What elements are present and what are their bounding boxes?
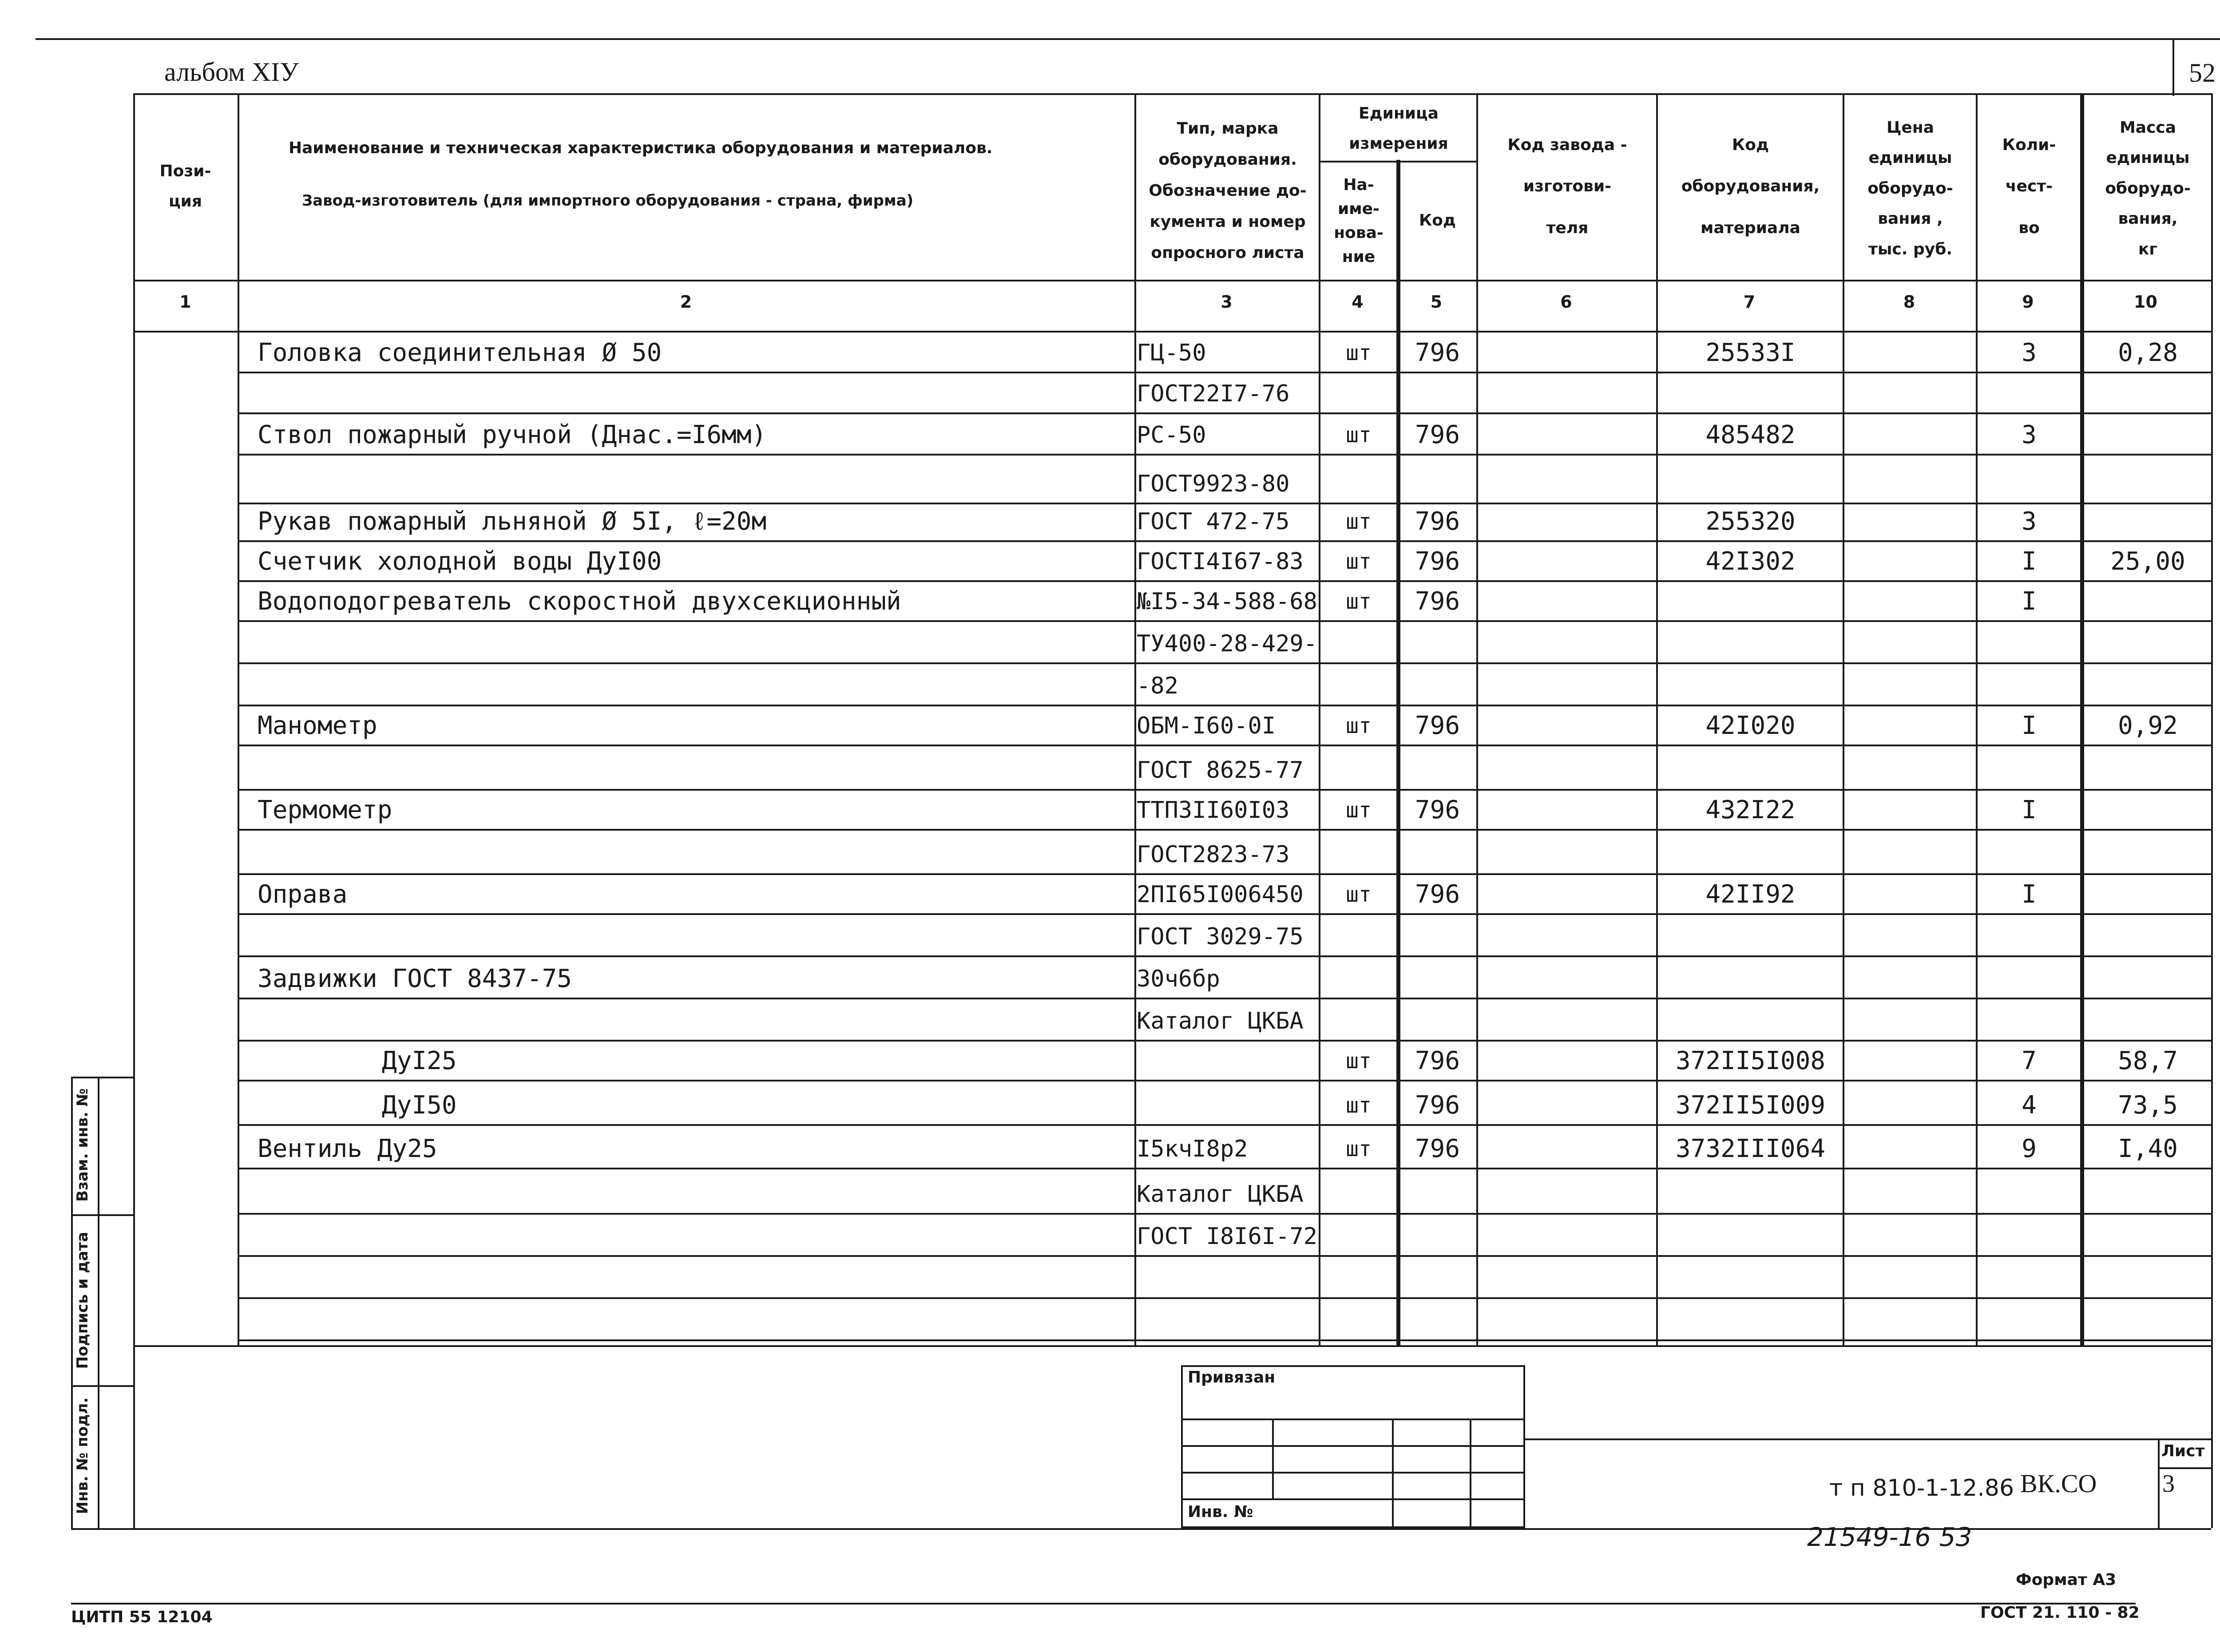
row-mass <box>2085 626 2211 662</box>
handwritten-archive-number: 21549-16 53 <box>1807 1522 1972 1552</box>
row-name: Водоподогреватель скоростной двухсекционный <box>258 587 901 616</box>
row-qty <box>1978 668 2080 704</box>
col-divider-3 <box>1319 93 1320 1345</box>
row-unit <box>1321 837 1396 872</box>
row-divider <box>238 412 2211 414</box>
row-name <box>258 1003 1128 1039</box>
column-numbers-bottom-line <box>133 331 2211 333</box>
row-qty <box>1978 919 2080 955</box>
column-number-3: 3 <box>1221 292 1233 312</box>
row-code <box>1658 1303 1843 1339</box>
column-number-9: 9 <box>2022 292 2034 312</box>
row-qty: 4 <box>2022 1091 2037 1120</box>
row-mass <box>2085 961 2211 997</box>
row-type: ГОСТI4I67-83 <box>1137 548 1304 575</box>
header-unit-code: Код <box>1419 211 1456 230</box>
row-unit-code: 796 <box>1415 587 1460 616</box>
row-unit-code: 796 <box>1415 880 1460 909</box>
row-code <box>1658 961 1843 997</box>
row-name: Вентиль Ду25 <box>258 1134 437 1163</box>
row-mass <box>2085 1003 2211 1039</box>
gost-label: ГОСТ 21. 110 - 82 <box>1980 1604 2140 1622</box>
row-name: Манометр <box>258 711 377 740</box>
row-name <box>258 1177 1128 1212</box>
row-qty <box>1978 466 2080 502</box>
row-unit: шт <box>1346 423 1372 448</box>
col-divider-2 <box>1134 93 1136 1345</box>
row-unit <box>1321 1303 1396 1339</box>
row-divider <box>238 1124 2211 1126</box>
printer-label: ЦИТП 55 12104 <box>71 1608 213 1626</box>
row-code <box>1658 668 1843 704</box>
inv-no-label: Инв. № <box>1188 1503 1253 1521</box>
row-type <box>1137 1303 1319 1339</box>
row-name <box>258 626 1128 662</box>
row-type: 30ч6бр <box>1137 966 1220 992</box>
privyazan-line-3 <box>1181 1472 1525 1474</box>
column-number-4: 4 <box>1352 292 1364 312</box>
table-right-border <box>2211 93 2213 1528</box>
row-mass: 0,92 <box>2118 711 2178 740</box>
row-qty: 3 <box>2022 420 2037 449</box>
row-code <box>1658 753 1843 788</box>
row-name <box>258 1303 1128 1339</box>
row-name: Оправа <box>258 880 348 909</box>
header-bottom-line <box>133 280 2211 281</box>
row-code <box>1658 837 1843 872</box>
header-quantity: Коли- чест- во <box>2002 135 2056 237</box>
row-qty <box>1978 1003 2080 1039</box>
header-factory-code: Код завода - изготови- теля <box>1507 135 1627 237</box>
row-code: 485482 <box>1705 420 1796 449</box>
row-type: ГОСТ 3029-75 <box>1137 923 1304 950</box>
header-price: Цена единицы оборудо- вания , тыс. руб. <box>1867 119 1953 258</box>
row-code: 42I302 <box>1705 547 1796 576</box>
row-type: ГОСТ2823-73 <box>1137 841 1290 868</box>
row-unit-code <box>1399 961 1476 997</box>
row-mass: 58,7 <box>2118 1046 2178 1075</box>
row-type: ГОСТ9923-80 <box>1137 471 1290 497</box>
row-mass <box>2085 919 2211 955</box>
row-code <box>1658 919 1843 955</box>
row-name: Термометр <box>258 796 392 824</box>
unit-group-divider <box>1319 161 1476 162</box>
page-number: 52 <box>2189 58 2216 87</box>
row-name <box>258 919 1128 955</box>
column-number-2: 2 <box>680 292 692 312</box>
table-top-border <box>133 93 2211 95</box>
col-divider-8 <box>1976 93 1978 1345</box>
privyazan-label: Привязан <box>1188 1368 1276 1387</box>
side-stamp-inv-podl: Инв. № подл. <box>74 1397 91 1514</box>
row-unit-code: 796 <box>1415 338 1460 367</box>
row-mass: 0,28 <box>2118 338 2178 367</box>
row-unit <box>1321 668 1396 704</box>
side-stamp-inner-border <box>98 1077 99 1528</box>
row-code <box>1658 584 1843 619</box>
row-name: Счетчик холодной воды ДуI00 <box>258 547 662 576</box>
row-type: ТТПЗII60I03 <box>1137 797 1290 824</box>
row-divider <box>238 873 2211 875</box>
row-mass <box>2085 1177 2211 1212</box>
row-unit <box>1321 376 1396 412</box>
row-unit-code <box>1399 753 1476 788</box>
column-number-5: 5 <box>1430 292 1443 312</box>
row-qty <box>1978 1219 2080 1254</box>
row-mass <box>2085 1219 2211 1254</box>
row-divider <box>238 998 2211 999</box>
list-label: Лист <box>2161 1442 2205 1460</box>
list-cell-border <box>2158 1438 2160 1528</box>
row-type: ТУ400-28-429- <box>1137 630 1317 657</box>
row-divider <box>238 580 2211 582</box>
row-type: I5кчI8р2 <box>1137 1136 1248 1162</box>
row-unit <box>1321 753 1396 788</box>
row-qty <box>1978 837 2080 872</box>
column-number-6: 6 <box>1560 292 1572 312</box>
row-unit <box>1321 1261 1396 1296</box>
row-divider <box>238 1080 2211 1082</box>
row-unit-code <box>1399 466 1476 502</box>
side-stamp-vzam: Взам. инв. № <box>74 1088 91 1202</box>
row-mass <box>2085 376 2211 412</box>
row-mass <box>2085 466 2211 502</box>
row-type: 2ПI65I006450 <box>1137 881 1304 908</box>
row-qty: 9 <box>2022 1134 2037 1163</box>
row-code: 255320 <box>1705 507 1796 536</box>
row-divider <box>238 454 2211 456</box>
row-unit-code: 796 <box>1415 547 1460 576</box>
row-qty <box>1978 626 2080 662</box>
row-qty: 7 <box>2022 1046 2037 1075</box>
row-unit: шт <box>1346 341 1372 365</box>
row-type: Каталог ЦКБА <box>1137 1181 1304 1208</box>
header-equipment-code: Код оборудования, материала <box>1681 135 1820 237</box>
row-qty: I <box>2022 587 2037 616</box>
row-unit-code: 796 <box>1415 507 1460 536</box>
row-type: ГОСТ22I7-76 <box>1137 380 1290 407</box>
row-unit-code: 796 <box>1415 711 1460 740</box>
row-code: 372II5I008 <box>1675 1046 1826 1075</box>
row-qty: 3 <box>2022 507 2037 536</box>
row-unit-code <box>1399 1303 1476 1339</box>
row-unit: шт <box>1346 1049 1372 1074</box>
row-qty: 3 <box>2022 338 2037 367</box>
title-block-line <box>1525 1438 2211 1440</box>
row-qty <box>1978 1303 2080 1339</box>
row-divider <box>238 1040 2211 1042</box>
row-qty: I <box>2022 711 2037 740</box>
row-name <box>258 1261 1128 1296</box>
row-unit-code <box>1399 837 1476 872</box>
row-code <box>1658 1219 1843 1254</box>
row-unit-code <box>1399 1219 1476 1254</box>
privyazan-line-2 <box>1181 1445 1525 1447</box>
document-mark: ВК.СО <box>2020 1469 2097 1498</box>
column-number-10: 10 <box>2134 292 2157 312</box>
row-type: ГОСТ I8I6I-72 <box>1137 1223 1317 1250</box>
row-divider <box>238 1255 2211 1257</box>
row-mass <box>2085 1303 2211 1339</box>
row-divider <box>238 1168 2211 1169</box>
row-unit: шт <box>1346 1093 1372 1118</box>
header-name-line1: Наименование и техническая характеристика оборудования и материалов. <box>289 139 993 157</box>
row-mass: I,40 <box>2118 1134 2178 1163</box>
row-unit-code: 796 <box>1415 796 1460 824</box>
row-mass <box>2085 753 2211 788</box>
row-divider <box>238 705 2211 706</box>
header-unit-group: Единица измерения <box>1349 104 1448 153</box>
page-number-border <box>2172 38 2174 96</box>
row-unit <box>1321 1219 1396 1254</box>
row-code: 432I22 <box>1705 796 1796 824</box>
row-type: -82 <box>1137 673 1178 699</box>
col-divider-6 <box>1656 93 1658 1345</box>
column-number-7: 7 <box>1743 292 1756 312</box>
row-name: Ствол пожарный ручной (Днас.=I6мм) <box>258 420 767 449</box>
row-qty: I <box>2022 796 2037 824</box>
row-divider <box>238 913 2211 915</box>
document-code: т п 810-1-12.86 <box>1829 1475 2014 1501</box>
row-divider <box>238 540 2211 542</box>
row-code <box>1658 1177 1843 1212</box>
row-type: ГОСТ 472-75 <box>1137 508 1290 535</box>
row-code: 25533I <box>1705 338 1796 367</box>
row-code: 372II5I009 <box>1675 1091 1826 1120</box>
row-divider <box>238 662 2211 664</box>
row-unit <box>1321 1177 1396 1212</box>
row-divider <box>238 829 2211 831</box>
row-name <box>258 668 1128 704</box>
col-divider-9 <box>2080 93 2084 1345</box>
row-unit <box>1321 466 1396 502</box>
row-unit <box>1321 1003 1396 1039</box>
row-unit: шт <box>1346 798 1372 823</box>
header-unit-name: На- име- нова- ние <box>1334 175 1384 266</box>
row-mass <box>2085 504 2211 539</box>
row-qty: I <box>2022 547 2037 576</box>
list-cell-divider <box>2158 1467 2211 1469</box>
row-divider <box>238 1213 2211 1215</box>
col-divider-1 <box>238 93 239 1345</box>
row-divider <box>238 955 2211 957</box>
row-type <box>1137 1261 1319 1296</box>
row-mass <box>2085 584 2211 619</box>
row-qty <box>1978 753 2080 788</box>
row-type: ОБМ-I60-0I <box>1137 713 1276 739</box>
row-unit <box>1321 961 1396 997</box>
row-unit-code <box>1399 668 1476 704</box>
privyazan-col-2 <box>1392 1418 1394 1528</box>
side-stamp-podpis: Подпись и дата <box>74 1232 91 1369</box>
row-unit-code: 796 <box>1415 420 1460 449</box>
row-divider <box>238 620 2211 622</box>
row-qty <box>1978 376 2080 412</box>
row-unit <box>1321 919 1396 955</box>
privyazan-col-1 <box>1272 1418 1274 1498</box>
row-qty <box>1978 961 2080 997</box>
row-name: Рукав пожарный льняной Ø 5I, ℓ=20м <box>258 507 767 536</box>
privyazan-line-1 <box>1181 1418 1525 1420</box>
row-name: Головка соединительная Ø 50 <box>258 338 662 367</box>
row-code: 42II92 <box>1705 880 1796 909</box>
row-unit <box>1321 626 1396 662</box>
row-type <box>1137 1088 1319 1123</box>
row-code <box>1658 1261 1843 1296</box>
table-body-bottom-line <box>133 1345 2211 1347</box>
row-name: Задвижки ГОСТ 8437-75 <box>258 964 572 993</box>
row-code: 42I020 <box>1705 711 1796 740</box>
row-divider <box>238 745 2211 746</box>
row-unit-code: 796 <box>1415 1046 1460 1075</box>
row-divider <box>238 372 2211 373</box>
row-code <box>1658 376 1843 412</box>
row-unit-code <box>1399 1177 1476 1212</box>
row-name <box>258 466 1128 502</box>
album-label: альбом XIУ <box>164 57 299 87</box>
side-stamp-left-border <box>71 1077 73 1528</box>
row-mass <box>2085 792 2211 828</box>
row-unit-code <box>1399 376 1476 412</box>
row-divider <box>238 789 2211 791</box>
row-unit: шт <box>1346 1137 1372 1161</box>
footer-line <box>71 1603 2136 1604</box>
privyazan-line-4 <box>1181 1498 1525 1500</box>
row-type <box>1137 1043 1319 1079</box>
header-position: Пози- ция <box>159 162 211 210</box>
row-mass <box>2085 417 2211 453</box>
header-mass: Масса единицы оборудо- вания, кг <box>2105 119 2191 258</box>
row-unit: шт <box>1346 882 1372 907</box>
row-type: Каталог ЦКБА <box>1137 1008 1304 1034</box>
row-divider <box>238 1339 2211 1341</box>
row-name <box>258 753 1128 788</box>
row-unit: шт <box>1346 549 1372 574</box>
row-code: 3732III064 <box>1675 1134 1826 1163</box>
privyazan-col-3 <box>1470 1418 1471 1528</box>
row-type: ГЦ-50 <box>1137 340 1206 366</box>
header-type: Тип, марка оборудования. Обозначение до- кумента и номер опросного листа <box>1149 119 1307 262</box>
row-name <box>258 376 1128 412</box>
row-name: ДуI25 <box>382 1046 457 1075</box>
row-unit-code <box>1399 1003 1476 1039</box>
row-mass <box>2085 1261 2211 1296</box>
row-type: ГОСТ 8625-77 <box>1137 757 1304 784</box>
row-mass: 73,5 <box>2118 1091 2178 1120</box>
row-unit-code <box>1399 919 1476 955</box>
row-unit: шт <box>1346 713 1372 738</box>
row-qty: I <box>2022 880 2037 909</box>
row-unit-code: 796 <box>1415 1134 1460 1163</box>
col-divider-5 <box>1476 93 1478 1345</box>
row-mass <box>2085 877 2211 912</box>
row-name <box>258 837 1128 872</box>
row-mass <box>2085 837 2211 872</box>
row-code <box>1658 1003 1843 1039</box>
row-mass: 25,00 <box>2110 547 2185 576</box>
row-unit: шт <box>1346 589 1372 614</box>
row-name <box>258 1219 1128 1254</box>
column-number-1: 1 <box>179 292 191 312</box>
column-number-8: 8 <box>1903 292 1915 312</box>
row-unit-code <box>1399 1261 1476 1296</box>
row-unit-code <box>1399 626 1476 662</box>
row-mass <box>2085 668 2211 704</box>
row-type: №I5-34-588-68 <box>1137 588 1317 615</box>
col-divider-7 <box>1843 93 1844 1345</box>
row-unit-code: 796 <box>1415 1091 1460 1120</box>
row-qty <box>1978 1261 2080 1296</box>
row-code <box>1658 466 1843 502</box>
row-divider <box>238 1297 2211 1299</box>
row-code <box>1658 626 1843 662</box>
format-label: Формат А3 <box>2016 1571 2117 1589</box>
row-qty <box>1978 1177 2080 1212</box>
header-name-line2: Завод-изготовитель (для импортного оборудования - страна, фирма) <box>302 192 914 210</box>
page-top-border <box>36 38 2220 40</box>
row-type: РС-50 <box>1137 422 1206 448</box>
list-value: 3 <box>2162 1470 2175 1497</box>
row-unit: шт <box>1346 509 1372 534</box>
row-name: ДуI50 <box>382 1091 457 1120</box>
